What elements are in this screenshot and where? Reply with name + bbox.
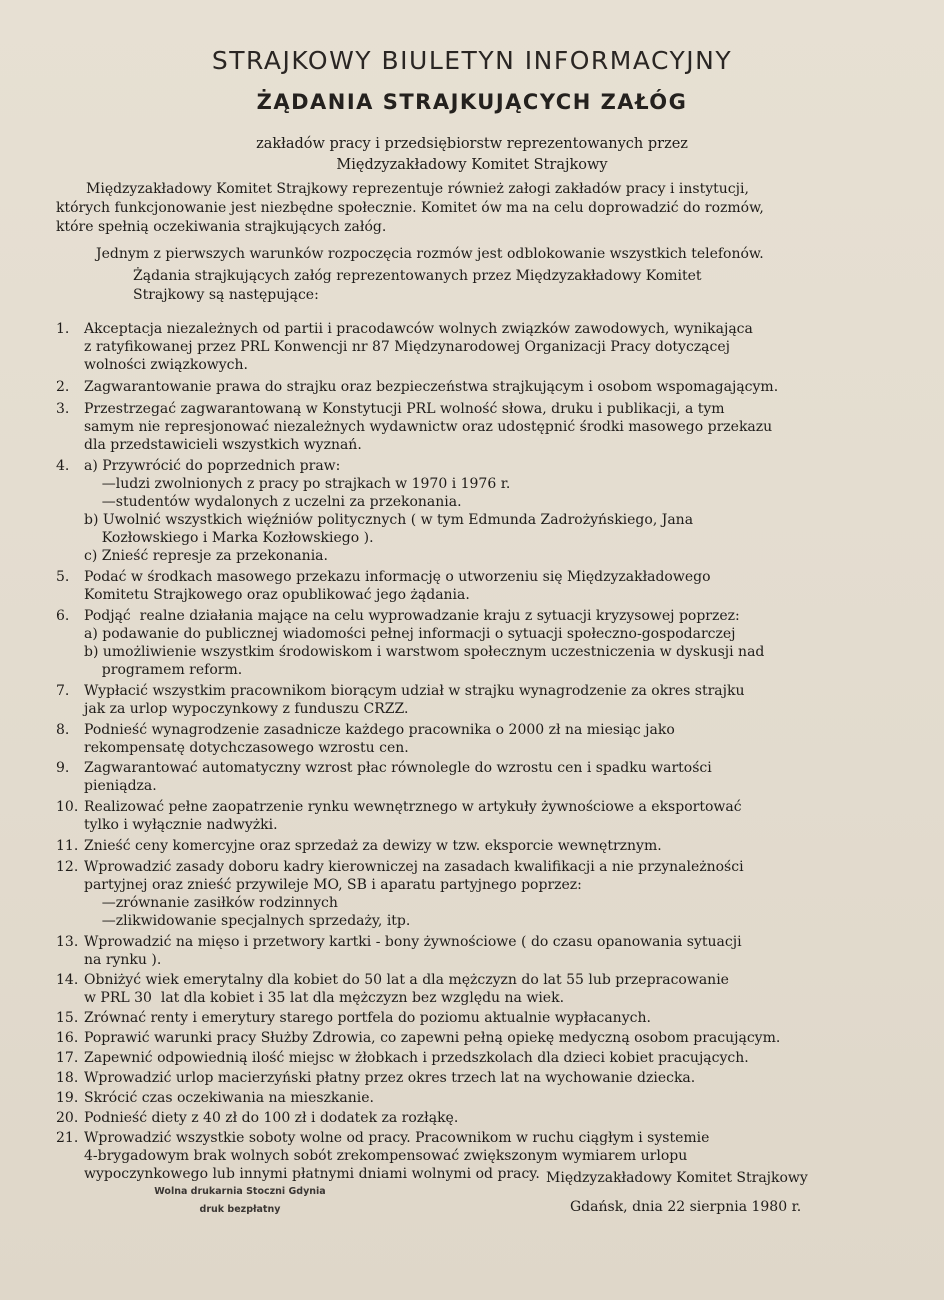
demand-number: 17.	[56, 1050, 79, 1066]
demand-text-line: —ludzi zwolnionych z pracy po strajkach w 1970 i 1976 r.	[84, 476, 511, 492]
demand-text-line: Realizować pełne zaopatrzenie rynku wewnętrznego w artykuły żywnościowe a eksportować	[84, 799, 742, 815]
demand-text-line: programem reform.	[84, 662, 243, 678]
demand-number: 14.	[56, 972, 79, 988]
demand-text-line: Komitetu Strajkowego oraz opublikować jego żądania.	[84, 587, 470, 603]
demand-item	[56, 837, 886, 855]
demand-number: 4.	[56, 458, 70, 474]
demand-text-line: wolności związkowych.	[84, 357, 248, 373]
demand-text-line: Zapewnić odpowiednią ilość miejsc w żłobkach i przedszkolach dla dzieci kobiet pracujących.	[84, 1050, 749, 1066]
demand-text-line: Podnieść wynagrodzenie zasadnicze każdego pracownika o 2000 zł na miesiąc jako	[84, 722, 675, 738]
subheading-line-1: zakładów pracy i przedsiębiorstw reprezentowanych przez	[256, 136, 688, 152]
demand-item	[56, 721, 886, 757]
demand-number: 5.	[56, 569, 70, 585]
demand-item	[56, 1029, 886, 1047]
demand-number: 1.	[56, 321, 70, 337]
demand-text-line: Akceptacja niezależnych od partii i pracodawców wolnych związków zawodowych, wynikająca	[84, 321, 753, 337]
intro-p1-line: Międzyzakładowy Komitet Strajkowy reprezentuje również załogi zakładów pracy i instytucji,	[86, 181, 749, 197]
free-print-note: druk bezpłatny	[199, 1204, 281, 1215]
demand-text-line: Wprowadzić urlop macierzyński płatny przez okres trzech lat na wychowanie dziecka.	[84, 1070, 696, 1086]
demand-number: 8.	[56, 722, 70, 738]
demand-text-line: Zagwarantowanie prawa do strajku oraz bezpieczeństwa strajkującym i osobom wspomagającym.	[84, 379, 779, 395]
demand-text-line: Zrównać renty i emerytury starego portfela do poziomu aktualnie wypłacanych.	[84, 1010, 651, 1026]
demand-text-line: Podnieść diety z 40 zł do 100 zł i dodatek za rozłąkę.	[84, 1110, 459, 1126]
demand-text-line: Przestrzegać zagwarantowaną w Konstytucji PRL wolność słowa, druku i publikacji, a tym	[84, 401, 725, 417]
demand-item	[56, 378, 886, 396]
demand-text-line: Podać w środkach masowego przekazu informację o utworzeniu się Międzyzakładowego	[84, 569, 711, 585]
demand-item	[56, 1109, 886, 1127]
demand-text-line: tylko i wyłącznie nadwyżki.	[84, 817, 278, 833]
demand-number: 12.	[56, 859, 79, 875]
demand-text-line: dla przedstawicieli wszystkich wyznań.	[84, 437, 362, 453]
demand-text-line: b) Uwolnić wszystkich więźniów politycznych ( w tym Edmunda Zadrożyńskiego, Jana	[84, 512, 694, 528]
demand-text-line: —zlikwidowanie specjalnych sprzedaży, itp.	[84, 913, 411, 929]
demand-text-line: c) Znieść represje za przekonania.	[84, 548, 328, 564]
demand-text-line: a) Przywrócić do poprzednich praw:	[84, 458, 341, 474]
demand-text-line: z ratyfikowanej przez PRL Konwencji nr 87 Międzynarodowej Organizacji Pracy dotyczącej	[84, 339, 730, 355]
intro-paragraph-2: Jednym z pierwszych warunków rozpoczęcia rozmów jest odblokowanie wszystkich telefonów.	[96, 246, 764, 262]
demand-number: 7.	[56, 683, 70, 699]
demand-item	[56, 1089, 886, 1107]
demand-text-line: 4-brygadowym brak wolnych sobót zrekompensować zwiększonym wymiarem urlopu	[84, 1148, 688, 1164]
demand-number: 21.	[56, 1130, 79, 1146]
demand-item	[56, 971, 886, 1007]
demand-number: 13.	[56, 934, 79, 950]
demand-text-line: Wypłacić wszystkim pracownikom biorącym udział w strajku wynagrodzenie za okres strajku	[84, 683, 745, 699]
demand-text-line: wypoczynkowego lub innymi płatnymi dniami wolnymi od pracy.	[84, 1166, 540, 1182]
demand-text-line: b) umożliwienie wszystkim środowiskom i warstwom społecznym uczestniczenia w dyskusji nad	[84, 644, 765, 660]
demand-number: 20.	[56, 1110, 79, 1126]
demand-item	[56, 457, 886, 565]
demand-number: 2.	[56, 379, 70, 395]
demands-heading: ŻĄDANIA STRAJKUJĄCYCH ZAŁÓG	[256, 90, 688, 114]
demand-number: 19.	[56, 1090, 79, 1106]
demand-number: 11.	[56, 838, 79, 854]
demands-list	[56, 320, 886, 1185]
demand-item	[56, 858, 886, 930]
demand-text-line: Zagwarantować automatyczny wzrost płac równolegle do wzrostu cen i spadku wartości	[84, 760, 712, 776]
subheading-line-2: Międzyzakładowy Komitet Strajkowy	[336, 157, 608, 173]
demand-text-line: Znieść ceny komercyjne oraz sprzedaż za dewizy w tzw. eksporcie wewnętrznym.	[84, 838, 662, 854]
demand-number: 15.	[56, 1010, 79, 1026]
printer-note: Wolna drukarnia Stoczni Gdynia	[154, 1186, 326, 1197]
demand-item	[56, 607, 886, 679]
demand-text-line: Kozłowskiego i Marka Kozłowskiego ).	[84, 530, 374, 546]
demand-text-line: w PRL 30 lat dla kobiet i 35 lat dla mężczyzn bez względu na wiek.	[84, 990, 565, 1006]
demand-text-line: Podjąć realne działania mające na celu wyprowadzanie kraju z sytuacji kryzysowej poprzez:	[84, 608, 740, 624]
demand-number: 3.	[56, 401, 70, 417]
demand-text-line: Wprowadzić zasady doboru kadry kierowniczej na zasadach kwalifikacji a nie przynależności	[84, 859, 744, 875]
intro-p3-line: Strajkowy są następujące:	[133, 287, 319, 303]
demand-item	[56, 1069, 886, 1087]
intro-p3-line: Żądania strajkujących załóg reprezentowanych przez Międzyzakładowy Komitet	[133, 268, 702, 284]
demand-text-line: Poprawić warunki pracy Służby Zdrowia, co zapewni pełną opiekę medyczną osobom pracującym.	[84, 1030, 781, 1046]
signature-place-date: Gdańsk, dnia 22 sierpnia 1980 r.	[570, 1199, 802, 1215]
intro-paragraph-1	[56, 180, 896, 237]
demand-text-line: partyjnej oraz znieść przywileje MO, SB i aparatu partyjnego poprzez:	[84, 877, 582, 893]
demand-item	[56, 320, 886, 374]
bulletin-title: STRAJKOWY BIULETYN INFORMACYJNY	[211, 46, 733, 75]
demand-number: 9.	[56, 760, 70, 776]
demand-text-line: a) podawanie do publicznej wiadomości pełnej informacji o sytuacji społeczno-gospodarczej	[84, 626, 736, 642]
demand-text-line: Wprowadzić wszystkie soboty wolne od pracy. Pracownikom w ruchu ciągłym i systemie	[84, 1130, 710, 1146]
demand-number: 10.	[56, 799, 79, 815]
demand-item	[56, 933, 886, 969]
demand-item	[56, 1049, 886, 1067]
demand-text-line: samym nie represjonować niezależnych wydawnictw oraz udostępnić środki masowego przekazu	[84, 419, 773, 435]
demand-text-line: —studentów wydalonych z uczelni za przekonania.	[84, 494, 462, 510]
demand-number: 6.	[56, 608, 70, 624]
intro-p1-line: których funkcjonowanie jest niezbędne społecznie. Komitet ów ma na celu doprowadzić do rozmów,	[56, 200, 764, 216]
demand-text-line: Skrócić czas oczekiwania na mieszkanie.	[84, 1090, 374, 1106]
demand-item	[56, 759, 886, 795]
intro-paragraph-3	[133, 267, 893, 305]
demand-text-line: Obniżyć wiek emerytalny dla kobiet do 50 lat a dla mężczyzn do lat 55 lub przepracowanie	[84, 972, 729, 988]
demand-number: 16.	[56, 1030, 79, 1046]
demand-text-line: rekompensatę dotychczasowego wzrostu cen.	[84, 740, 409, 756]
demand-text-line: Wprowadzić na mięso i przetwory kartki - bony żywnościowe ( do czasu opanowania sytuacji	[84, 934, 742, 950]
demand-text-line: jak za urlop wypoczynkowy z funduszu CRZZ.	[84, 701, 409, 717]
demand-text-line: —zrównanie zasiłków rodzinnych	[84, 895, 338, 911]
demand-number: 18.	[56, 1070, 79, 1086]
demand-item	[56, 798, 886, 834]
demand-text-line: na rynku ).	[84, 952, 162, 968]
demand-item	[56, 400, 886, 454]
demand-item	[56, 1009, 886, 1027]
intro-p1-line: które spełnią oczekiwania strajkujących załóg.	[56, 219, 387, 235]
demand-text-line: pieniądza.	[84, 778, 157, 794]
demand-item	[56, 568, 886, 604]
signature-committee: Międzyzakładowy Komitet Strajkowy	[546, 1170, 808, 1186]
demand-item	[56, 682, 886, 718]
